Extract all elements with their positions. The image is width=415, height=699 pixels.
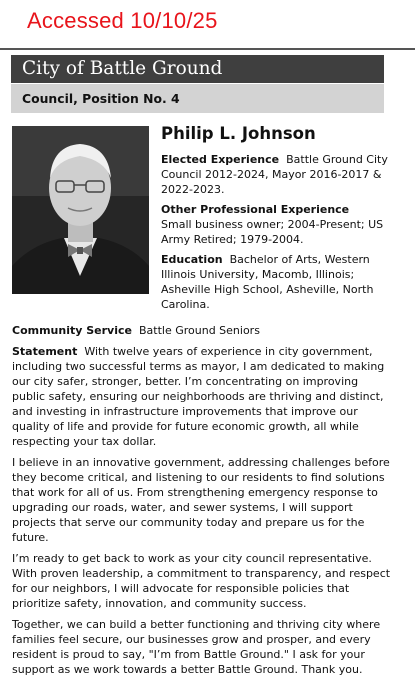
elected-text: Battle Ground City Council 2012-2024, Mayor 2016-2017 & 2022-2023. (161, 153, 388, 196)
accessed-date: Accessed 10/10/25 (27, 8, 218, 33)
statement-paragraph-3: I’m ready to get back to work as your city council representative. With proven leadership, a commitment to transparency, and respect for our neighbors, I will advocate for responsible policies that prioritize safety, innovation, and community success. (12, 552, 391, 610)
statement-paragraph-4: Together, we can build a better functioning and thriving city where families feel secure, our businesses grow and prosper, and every resident is proud to say, "I’m from Battle Ground." I ask for your support as we work towards a better Battle Ground. Thank you. (12, 618, 381, 676)
other-label: Other Professional Experience (161, 203, 350, 216)
other-text: Small business owner; 2004-Present; US Army Retired; 1979-2004. (161, 218, 384, 246)
candidate-name: Philip L. Johnson (161, 124, 316, 143)
community-text: Battle Ground Seniors (138, 324, 260, 337)
community-label: Community Service (12, 324, 132, 337)
candidate-bio (161, 152, 391, 317)
statement-paragraph-1 (12, 344, 394, 449)
candidate-photo (12, 126, 149, 294)
statement-paragraph-2: I believe in an innovative government, addressing challenges before they become critical, and listening to our residents to find solutions that work for all of us. From strengthening emergency response to upgrading our roads, water, and sewer systems, I will support projects that serve our community today and prepare us for the future. (12, 456, 390, 544)
statement-p1-text: With twelve years of experience in city government, including two successful terms as mayor, I am dedicated to making our city safer, stronger, better. I’m concentrating on improving public safety, ensuring our neighborhoods are thriving and distinct, and investing in infrastructure improvements that improve our quality of life and provide for future economic growth, all while respecting your tax dollar. (12, 345, 385, 448)
position-subtitle: Council, Position No. 4 (11, 84, 384, 113)
other-experience (161, 202, 391, 247)
education-text: Bachelor of Arts, Western Illinois University, Macomb, Illinois; Asheville High School, Asheville, North Carolina. (161, 253, 374, 311)
top-divider (0, 48, 415, 50)
education (161, 252, 391, 312)
page-title: City of Battle Ground (11, 55, 384, 83)
statement-label: Statement (12, 345, 78, 358)
education-label: Education (161, 253, 223, 266)
elected-experience (161, 152, 391, 197)
elected-label: Elected Experience (161, 153, 280, 166)
community-service (12, 323, 394, 338)
statement-section (12, 323, 394, 683)
